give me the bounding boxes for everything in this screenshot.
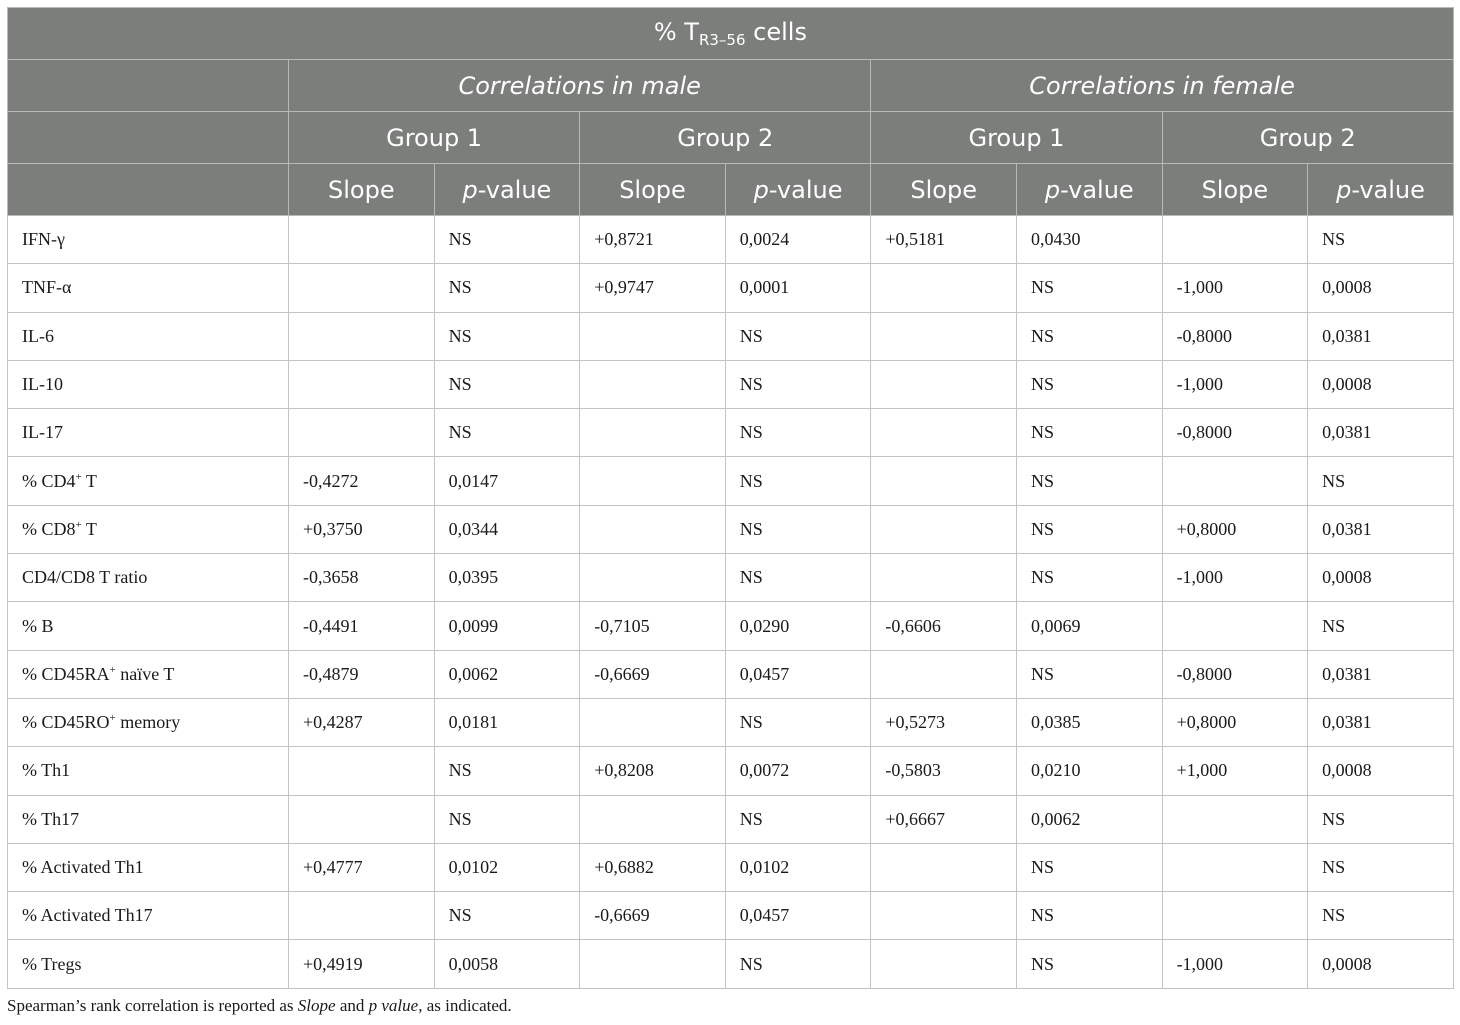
male-group2-pvalue: 0,0457: [725, 650, 871, 698]
row-marker-label: CD4/CD8 T ratio: [8, 554, 289, 602]
male-group2-slope: [580, 457, 726, 505]
male-group1-pvalue: 0,0099: [434, 602, 580, 650]
header-male-group2: Group 2: [580, 112, 871, 164]
row-marker-label: % CD4+ T: [8, 457, 289, 505]
header-pvalue: p-value: [1016, 164, 1162, 216]
female-group2-pvalue: 0,0008: [1308, 747, 1454, 795]
male-group1-slope: [289, 892, 435, 940]
row-marker-label: IL-17: [8, 409, 289, 457]
title-subscript: R3–56: [698, 31, 746, 49]
header-pvalue: p-value: [434, 164, 580, 216]
female-group1-pvalue: 0,0430: [1016, 216, 1162, 264]
female-group1-slope: +0,5181: [871, 216, 1017, 264]
row-marker-label: % CD45RO+ memory: [8, 698, 289, 746]
male-group1-pvalue: 0,0181: [434, 698, 580, 746]
female-group1-slope: [871, 360, 1017, 408]
male-group2-slope: [580, 360, 726, 408]
row-marker-label: % Th17: [8, 795, 289, 843]
female-group2-pvalue: NS: [1308, 843, 1454, 891]
header-male-group1: Group 1: [289, 112, 580, 164]
correlation-table: [7, 7, 1454, 989]
female-group2-slope: -0,8000: [1162, 312, 1308, 360]
female-group2-pvalue: 0,0381: [1308, 409, 1454, 457]
female-group2-slope: -1,000: [1162, 554, 1308, 602]
table-row: [8, 698, 1454, 746]
header-male: Correlations in male: [289, 60, 871, 112]
female-group1-slope: [871, 264, 1017, 312]
row-marker-label: % CD45RA+ naïve T: [8, 650, 289, 698]
male-group2-slope: -0,7105: [580, 602, 726, 650]
female-group2-slope: -1,000: [1162, 264, 1308, 312]
male-group1-pvalue: NS: [434, 312, 580, 360]
female-group1-slope: [871, 457, 1017, 505]
male-group2-slope: -0,6669: [580, 892, 726, 940]
male-group1-pvalue: NS: [434, 216, 580, 264]
male-group1-slope: -0,4272: [289, 457, 435, 505]
table-row: [8, 795, 1454, 843]
male-group2-slope: [580, 312, 726, 360]
header-slope: Slope: [1162, 164, 1308, 216]
header-female-group1: Group 1: [871, 112, 1162, 164]
female-group2-pvalue: 0,0381: [1308, 650, 1454, 698]
male-group2-pvalue: 0,0290: [725, 602, 871, 650]
female-group1-pvalue: NS: [1016, 457, 1162, 505]
female-group1-slope: [871, 892, 1017, 940]
female-group1-pvalue: NS: [1016, 650, 1162, 698]
table-row: [8, 602, 1454, 650]
header-slope: Slope: [871, 164, 1017, 216]
female-group2-pvalue: NS: [1308, 795, 1454, 843]
row-marker-label: IL-10: [8, 360, 289, 408]
table-row: [8, 264, 1454, 312]
female-group1-slope: [871, 843, 1017, 891]
female-group1-slope: [871, 554, 1017, 602]
female-group1-slope: [871, 409, 1017, 457]
female-group1-pvalue: 0,0062: [1016, 795, 1162, 843]
male-group2-slope: [580, 554, 726, 602]
male-group1-slope: [289, 409, 435, 457]
female-group2-slope: +0,8000: [1162, 698, 1308, 746]
male-group1-slope: [289, 216, 435, 264]
row-marker-label: IL-6: [8, 312, 289, 360]
female-group2-slope: -1,000: [1162, 360, 1308, 408]
female-group1-pvalue: NS: [1016, 409, 1162, 457]
female-group2-slope: [1162, 216, 1308, 264]
male-group1-pvalue: 0,0147: [434, 457, 580, 505]
male-group1-slope: [289, 795, 435, 843]
female-group2-pvalue: NS: [1308, 602, 1454, 650]
male-group1-pvalue: NS: [434, 795, 580, 843]
male-group1-slope: [289, 747, 435, 795]
male-group1-slope: [289, 360, 435, 408]
table-footnote: Spearman’s rank correlation is reported as Slope and p value, as indicated.: [7, 996, 512, 1015]
row-marker-label: TNF-α: [8, 264, 289, 312]
female-group1-pvalue: NS: [1016, 892, 1162, 940]
female-group1-pvalue: NS: [1016, 264, 1162, 312]
table-row: [8, 554, 1454, 602]
female-group2-slope: [1162, 602, 1308, 650]
table-row: [8, 843, 1454, 891]
male-group2-slope: [580, 940, 726, 988]
female-group1-pvalue: NS: [1016, 312, 1162, 360]
female-group2-slope: [1162, 795, 1308, 843]
male-group1-pvalue: NS: [434, 264, 580, 312]
row-marker-label: IFN-γ: [8, 216, 289, 264]
female-group1-pvalue: NS: [1016, 940, 1162, 988]
male-group1-pvalue: NS: [434, 747, 580, 795]
female-group1-slope: +0,6667: [871, 795, 1017, 843]
female-group2-pvalue: 0,0381: [1308, 505, 1454, 553]
female-group2-pvalue: NS: [1308, 892, 1454, 940]
table-row: [8, 360, 1454, 408]
female-group1-pvalue: NS: [1016, 554, 1162, 602]
header-female: Correlations in female: [871, 60, 1453, 112]
table-row: [8, 312, 1454, 360]
male-group2-slope: [580, 698, 726, 746]
header-empty-cell: [8, 60, 289, 112]
male-group1-pvalue: 0,0395: [434, 554, 580, 602]
table-row: [8, 940, 1454, 988]
female-group2-slope: [1162, 843, 1308, 891]
male-group1-slope: -0,3658: [289, 554, 435, 602]
female-group2-pvalue: 0,0381: [1308, 698, 1454, 746]
row-marker-label: % CD8+ T: [8, 505, 289, 553]
male-group1-slope: [289, 312, 435, 360]
male-group2-pvalue: 0,0001: [725, 264, 871, 312]
table-row: [8, 650, 1454, 698]
table-header: [8, 8, 1454, 216]
female-group2-slope: -0,8000: [1162, 409, 1308, 457]
male-group2-pvalue: NS: [725, 795, 871, 843]
male-group1-pvalue: 0,0102: [434, 843, 580, 891]
header-slope: Slope: [289, 164, 435, 216]
row-marker-label: % Activated Th1: [8, 843, 289, 891]
female-group1-slope: [871, 650, 1017, 698]
female-group2-pvalue: NS: [1308, 457, 1454, 505]
male-group2-slope: +0,8721: [580, 216, 726, 264]
header-pvalue: p-value: [725, 164, 871, 216]
table-row: [8, 216, 1454, 264]
female-group1-pvalue: NS: [1016, 360, 1162, 408]
female-group1-pvalue: NS: [1016, 505, 1162, 553]
male-group2-slope: [580, 505, 726, 553]
male-group2-pvalue: NS: [725, 457, 871, 505]
male-group2-slope: +0,8208: [580, 747, 726, 795]
male-group1-slope: -0,4879: [289, 650, 435, 698]
male-group2-slope: -0,6669: [580, 650, 726, 698]
male-group2-pvalue: 0,0072: [725, 747, 871, 795]
male-group1-pvalue: 0,0062: [434, 650, 580, 698]
male-group1-slope: +0,3750: [289, 505, 435, 553]
female-group2-pvalue: 0,0008: [1308, 940, 1454, 988]
male-group2-slope: +0,9747: [580, 264, 726, 312]
male-group2-pvalue: NS: [725, 409, 871, 457]
table-title: % $T_{R3-56}$ cells: [8, 8, 1454, 60]
female-group1-pvalue: 0,0385: [1016, 698, 1162, 746]
female-group2-pvalue: 0,0008: [1308, 360, 1454, 408]
male-group1-slope: [289, 264, 435, 312]
male-group1-slope: -0,4491: [289, 602, 435, 650]
female-group2-pvalue: 0,0008: [1308, 264, 1454, 312]
female-group2-slope: [1162, 892, 1308, 940]
male-group1-slope: +0,4287: [289, 698, 435, 746]
table-row: [8, 457, 1454, 505]
female-group1-slope: [871, 312, 1017, 360]
header-empty-cell: [8, 164, 289, 216]
male-group2-pvalue: NS: [725, 940, 871, 988]
female-group2-slope: -0,8000: [1162, 650, 1308, 698]
female-group2-pvalue: 0,0008: [1308, 554, 1454, 602]
row-marker-label: % Th1: [8, 747, 289, 795]
male-group1-pvalue: NS: [434, 360, 580, 408]
table-row: [8, 747, 1454, 795]
table-row: [8, 892, 1454, 940]
header-pvalue: p-value: [1308, 164, 1454, 216]
header-empty-cell: [8, 112, 289, 164]
male-group1-pvalue: NS: [434, 409, 580, 457]
female-group2-slope: [1162, 457, 1308, 505]
male-group2-slope: [580, 795, 726, 843]
female-group2-slope: -1,000: [1162, 940, 1308, 988]
table-row: [8, 505, 1454, 553]
male-group2-pvalue: NS: [725, 554, 871, 602]
row-marker-label: % Tregs: [8, 940, 289, 988]
male-group2-slope: [580, 409, 726, 457]
male-group2-pvalue: 0,0457: [725, 892, 871, 940]
female-group2-slope: +1,000: [1162, 747, 1308, 795]
row-marker-label: % B: [8, 602, 289, 650]
female-group1-pvalue: NS: [1016, 843, 1162, 891]
female-group1-slope: -0,5803: [871, 747, 1017, 795]
table-body: [8, 216, 1454, 989]
row-marker-label: % Activated Th17: [8, 892, 289, 940]
female-group1-slope: [871, 940, 1017, 988]
female-group2-pvalue: NS: [1308, 216, 1454, 264]
male-group2-pvalue: NS: [725, 505, 871, 553]
male-group1-slope: +0,4777: [289, 843, 435, 891]
male-group1-pvalue: 0,0058: [434, 940, 580, 988]
female-group1-slope: +0,5273: [871, 698, 1017, 746]
correlation-table-container: [7, 7, 1453, 989]
female-group2-pvalue: 0,0381: [1308, 312, 1454, 360]
male-group2-pvalue: NS: [725, 360, 871, 408]
header-female-group2: Group 2: [1162, 112, 1453, 164]
female-group1-slope: -0,6606: [871, 602, 1017, 650]
female-group2-slope: +0,8000: [1162, 505, 1308, 553]
male-group2-slope: +0,6882: [580, 843, 726, 891]
male-group1-slope: +0,4919: [289, 940, 435, 988]
table-row: [8, 409, 1454, 457]
female-group1-slope: [871, 505, 1017, 553]
male-group2-pvalue: NS: [725, 698, 871, 746]
male-group1-pvalue: 0,0344: [434, 505, 580, 553]
male-group2-pvalue: 0,0102: [725, 843, 871, 891]
female-group1-pvalue: 0,0210: [1016, 747, 1162, 795]
header-slope: Slope: [580, 164, 726, 216]
male-group2-pvalue: 0,0024: [725, 216, 871, 264]
male-group2-pvalue: NS: [725, 312, 871, 360]
female-group1-pvalue: 0,0069: [1016, 602, 1162, 650]
male-group1-pvalue: NS: [434, 892, 580, 940]
